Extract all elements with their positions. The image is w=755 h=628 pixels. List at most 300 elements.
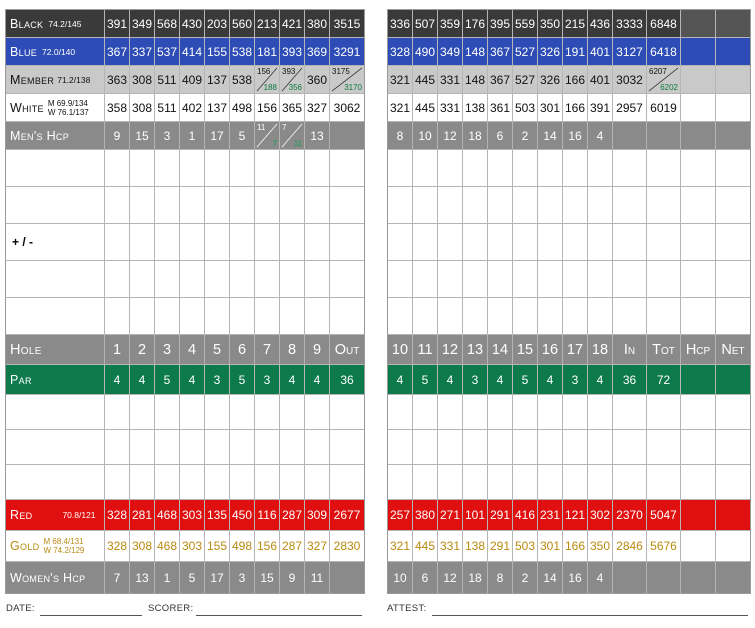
score-cell[interactable] <box>513 465 538 499</box>
score-cell[interactable] <box>180 395 205 429</box>
score-total-cell[interactable] <box>330 150 364 186</box>
score-cell[interactable] <box>205 224 230 260</box>
score-cell[interactable] <box>513 224 538 260</box>
score-cell[interactable] <box>205 261 230 297</box>
white-tee-row <box>388 94 750 122</box>
score-cell[interactable] <box>180 187 205 223</box>
score-cell[interactable] <box>280 224 305 260</box>
score-cell[interactable] <box>413 224 438 260</box>
womens-hcp-h4: 5 <box>180 562 205 593</box>
gold-tee-name: Gold <box>10 539 40 553</box>
score-cell[interactable] <box>538 465 563 499</box>
score-cell[interactable] <box>105 150 130 186</box>
score-row <box>6 465 364 500</box>
member-h17: 166 <box>563 66 588 93</box>
score-cell[interactable] <box>105 465 130 499</box>
score-cell[interactable] <box>105 395 130 429</box>
score-cell[interactable] <box>388 187 413 223</box>
score-cell[interactable] <box>230 465 255 499</box>
score-in-cell[interactable] <box>613 465 647 499</box>
score-cell[interactable] <box>305 261 330 297</box>
white-h10: 321 <box>388 94 413 121</box>
par-h17: 3 <box>563 365 588 394</box>
womens-hcp-h17: 16 <box>563 562 588 593</box>
score-cell[interactable] <box>463 261 488 297</box>
score-net-cell[interactable] <box>716 465 750 499</box>
score-cell[interactable] <box>413 261 438 297</box>
member-out-women: 3170 <box>344 83 362 92</box>
score-cell[interactable] <box>563 187 588 223</box>
score-cell[interactable] <box>538 187 563 223</box>
score-cell[interactable] <box>155 261 180 297</box>
mens-hcp-h14: 6 <box>488 122 513 149</box>
red-tee-row <box>388 500 750 531</box>
score-cell[interactable] <box>588 465 613 499</box>
mens-hcp-h8-women: 11 <box>293 139 302 148</box>
score-tot-cell[interactable] <box>647 395 681 429</box>
score-cell[interactable] <box>130 298 155 334</box>
score-cell[interactable] <box>130 224 155 260</box>
score-cell[interactable] <box>205 465 230 499</box>
score-cell[interactable] <box>538 224 563 260</box>
score-cell[interactable] <box>280 395 305 429</box>
score-cell[interactable] <box>413 465 438 499</box>
score-cell[interactable] <box>413 187 438 223</box>
member-tee-label <box>6 66 105 93</box>
score-cell[interactable] <box>205 395 230 429</box>
score-cell[interactable] <box>563 261 588 297</box>
score-cell[interactable] <box>205 187 230 223</box>
white-tee-label <box>6 94 105 121</box>
red-h7: 116 <box>255 500 280 530</box>
mens-hcp-h13: 18 <box>463 122 488 149</box>
score-cell[interactable] <box>588 261 613 297</box>
score-cell[interactable] <box>388 224 413 260</box>
black-h1: 391 <box>105 10 130 37</box>
score-cell[interactable] <box>438 187 463 223</box>
score-net-cell[interactable] <box>716 224 750 260</box>
score-cell[interactable] <box>588 150 613 186</box>
blue-tee-name: Blue <box>10 44 38 59</box>
white-h4: 402 <box>180 94 205 121</box>
score-cell[interactable] <box>513 395 538 429</box>
score-cell[interactable] <box>305 224 330 260</box>
score-cell[interactable] <box>563 150 588 186</box>
score-cell[interactable] <box>513 187 538 223</box>
red-h11: 380 <box>413 500 438 530</box>
score-cell[interactable] <box>588 395 613 429</box>
score-net-cell[interactable] <box>716 150 750 186</box>
red-h8: 287 <box>280 500 305 530</box>
gold-h3: 468 <box>155 531 180 561</box>
black-h10: 336 <box>388 10 413 37</box>
womens-hcp-label: Women's Hcp <box>6 562 105 593</box>
womens-hcp-h1: 7 <box>105 562 130 593</box>
par-h1: 4 <box>105 365 130 394</box>
member-tot-split <box>647 66 681 93</box>
score-cell[interactable] <box>488 465 513 499</box>
red-h5: 135 <box>205 500 230 530</box>
gold-h9: 327 <box>305 531 330 561</box>
score-hcp-cell[interactable] <box>681 430 716 464</box>
blue-tee-rating: 72.0/140 <box>42 46 76 57</box>
score-cell[interactable] <box>205 150 230 186</box>
gold-h16: 301 <box>538 531 563 561</box>
score-in-cell[interactable] <box>613 261 647 297</box>
par-h4: 4 <box>180 365 205 394</box>
score-cell[interactable] <box>438 224 463 260</box>
score-cell[interactable] <box>230 224 255 260</box>
score-cell[interactable] <box>588 298 613 334</box>
white-tee-ratings <box>48 99 89 117</box>
score-cell[interactable] <box>255 224 280 260</box>
score-cell[interactable] <box>488 261 513 297</box>
score-cell[interactable] <box>588 430 613 464</box>
mens-hcp-h8-men: 7 <box>282 123 287 132</box>
score-cell[interactable] <box>413 395 438 429</box>
score-total-cell[interactable] <box>330 298 364 334</box>
womens-hcp-row <box>6 562 364 593</box>
hole-16: 16 <box>538 335 563 364</box>
score-net-cell[interactable] <box>716 261 750 297</box>
blue-h16: 326 <box>538 38 563 65</box>
score-in-cell[interactable] <box>613 430 647 464</box>
score-row <box>6 298 364 335</box>
red-h10: 257 <box>388 500 413 530</box>
player-name-cell[interactable] <box>6 298 105 334</box>
score-row <box>388 150 750 187</box>
score-cell[interactable] <box>230 430 255 464</box>
score-cell[interactable] <box>388 465 413 499</box>
hole-label: Hole <box>6 335 105 364</box>
score-total-cell[interactable] <box>330 187 364 223</box>
score-total-cell[interactable] <box>330 261 364 297</box>
score-hcp-cell[interactable] <box>681 395 716 429</box>
score-cell[interactable] <box>538 430 563 464</box>
womens-hcp-h13: 18 <box>463 562 488 593</box>
score-cell[interactable] <box>538 261 563 297</box>
womens-hcp-out <box>330 562 364 593</box>
score-cell[interactable] <box>255 187 280 223</box>
score-cell[interactable] <box>413 430 438 464</box>
score-cell[interactable] <box>205 298 230 334</box>
member-h10: 321 <box>388 66 413 93</box>
score-cell[interactable] <box>180 261 205 297</box>
player-name-cell[interactable] <box>6 465 105 499</box>
score-cell[interactable] <box>130 187 155 223</box>
score-hcp-cell[interactable] <box>681 298 716 334</box>
blue-h6: 538 <box>230 38 255 65</box>
score-tot-cell[interactable] <box>647 298 681 334</box>
score-cell[interactable] <box>180 465 205 499</box>
score-tot-cell[interactable] <box>647 430 681 464</box>
white-h8: 365 <box>280 94 305 121</box>
player-name-cell[interactable] <box>6 187 105 223</box>
blue-tot: 6418 <box>647 38 681 65</box>
gold-h2: 308 <box>130 531 155 561</box>
mens-hcp-h6: 5 <box>230 122 255 149</box>
score-row <box>6 261 364 298</box>
black-out: 3515 <box>333 16 361 31</box>
score-cell[interactable] <box>280 430 305 464</box>
score-cell[interactable] <box>413 298 438 334</box>
hole-12: 12 <box>438 335 463 364</box>
player-name-cell[interactable] <box>6 430 105 464</box>
score-cell[interactable] <box>563 298 588 334</box>
score-net-cell[interactable] <box>716 187 750 223</box>
score-cell[interactable] <box>513 261 538 297</box>
mens-hcp-h7-split <box>255 122 280 149</box>
score-cell[interactable] <box>488 150 513 186</box>
score-cell[interactable] <box>255 465 280 499</box>
score-in-cell[interactable] <box>613 395 647 429</box>
gold-h5: 155 <box>205 531 230 561</box>
score-net-cell[interactable] <box>716 430 750 464</box>
score-tot-cell[interactable] <box>647 465 681 499</box>
score-cell[interactable] <box>305 298 330 334</box>
score-cell[interactable] <box>538 395 563 429</box>
score-cell[interactable] <box>438 395 463 429</box>
mens-hcp-h2: 15 <box>130 122 155 149</box>
blue-h10: 328 <box>388 38 413 65</box>
score-cell[interactable] <box>488 395 513 429</box>
score-cell[interactable] <box>180 430 205 464</box>
score-cell[interactable] <box>488 430 513 464</box>
score-cell[interactable] <box>155 150 180 186</box>
score-cell[interactable] <box>305 395 330 429</box>
score-cell[interactable] <box>255 395 280 429</box>
mens-hcp-h9: 13 <box>305 122 330 149</box>
score-cell[interactable] <box>438 298 463 334</box>
blue-h4: 414 <box>180 38 205 65</box>
score-net-cell[interactable] <box>716 395 750 429</box>
score-cell[interactable] <box>588 224 613 260</box>
score-in-cell[interactable] <box>613 298 647 334</box>
score-tot-cell[interactable] <box>647 224 681 260</box>
mens-hcp-hcp <box>681 122 716 149</box>
hole-row <box>388 335 750 365</box>
member-h15: 527 <box>513 66 538 93</box>
blue-h7: 181 <box>255 38 280 65</box>
score-cell[interactable] <box>130 465 155 499</box>
score-cell[interactable] <box>280 150 305 186</box>
score-cell[interactable] <box>130 430 155 464</box>
score-cell[interactable] <box>563 395 588 429</box>
score-cell[interactable] <box>130 150 155 186</box>
mens-hcp-net <box>716 122 750 149</box>
red-h3: 468 <box>155 500 180 530</box>
member-h3: 511 <box>155 66 180 93</box>
mens-hcp-h17: 16 <box>563 122 588 149</box>
front-nine-panel <box>5 9 365 594</box>
score-cell[interactable] <box>463 298 488 334</box>
par-h10: 4 <box>388 365 413 394</box>
score-cell[interactable] <box>180 150 205 186</box>
score-cell[interactable] <box>155 465 180 499</box>
score-cell[interactable] <box>463 465 488 499</box>
player-name-cell[interactable] <box>6 261 105 297</box>
score-cell[interactable] <box>563 465 588 499</box>
score-total-cell[interactable] <box>330 430 364 464</box>
score-cell[interactable] <box>463 187 488 223</box>
score-cell[interactable] <box>538 298 563 334</box>
score-cell[interactable] <box>438 150 463 186</box>
score-cell[interactable] <box>388 395 413 429</box>
score-cell[interactable] <box>305 187 330 223</box>
score-row <box>388 224 750 261</box>
red-tee-row <box>6 500 364 531</box>
score-cell[interactable] <box>230 150 255 186</box>
score-hcp-cell[interactable] <box>681 224 716 260</box>
par-tot: 72 <box>647 365 681 394</box>
member-h8-women: 356 <box>288 83 302 92</box>
score-cell[interactable] <box>588 187 613 223</box>
score-cell[interactable] <box>538 150 563 186</box>
scorer-line[interactable] <box>196 615 362 616</box>
hole-row <box>6 335 364 365</box>
black-h18: 436 <box>588 10 613 37</box>
score-cell[interactable] <box>305 150 330 186</box>
score-cell[interactable] <box>130 395 155 429</box>
red-h4: 303 <box>180 500 205 530</box>
score-total-cell[interactable] <box>330 465 364 499</box>
score-cell[interactable] <box>513 298 538 334</box>
score-hcp-cell[interactable] <box>681 150 716 186</box>
white-rating-women: W 76.1/137 <box>47 107 89 117</box>
black-h13: 176 <box>463 10 488 37</box>
score-cell[interactable] <box>280 261 305 297</box>
score-cell[interactable] <box>563 224 588 260</box>
womens-hcp-h12: 12 <box>438 562 463 593</box>
score-cell[interactable] <box>105 261 130 297</box>
black-h7: 213 <box>255 10 280 37</box>
score-cell[interactable] <box>105 187 130 223</box>
hole-10: 10 <box>388 335 413 364</box>
attest-line[interactable] <box>432 615 748 616</box>
score-cell[interactable] <box>513 430 538 464</box>
score-in-cell[interactable] <box>613 224 647 260</box>
score-cell[interactable] <box>488 224 513 260</box>
score-cell[interactable] <box>255 298 280 334</box>
blue-h17: 191 <box>563 38 588 65</box>
score-tot-cell[interactable] <box>647 261 681 297</box>
score-hcp-cell[interactable] <box>681 465 716 499</box>
blue-tee-label <box>6 38 105 65</box>
member-in: 3032 <box>613 66 647 93</box>
score-cell[interactable] <box>388 261 413 297</box>
womens-hcp-h6: 3 <box>230 562 255 593</box>
score-cell[interactable] <box>388 430 413 464</box>
score-cell[interactable] <box>105 430 130 464</box>
score-cell[interactable] <box>413 150 438 186</box>
score-cell[interactable] <box>130 261 155 297</box>
score-cell[interactable] <box>463 224 488 260</box>
womens-hcp-h5: 17 <box>205 562 230 593</box>
score-hcp-cell[interactable] <box>681 187 716 223</box>
member-h6: 538 <box>230 66 255 93</box>
member-h8-men: 393 <box>282 67 296 76</box>
mens-hcp-h10: 8 <box>388 122 413 149</box>
score-tot-cell[interactable] <box>647 187 681 223</box>
score-cell[interactable] <box>180 224 205 260</box>
score-cell[interactable] <box>230 298 255 334</box>
black-h12: 359 <box>438 10 463 37</box>
score-cell[interactable] <box>105 224 130 260</box>
date-line[interactable] <box>40 615 142 616</box>
white-h1: 358 <box>105 94 130 121</box>
gold-h18: 350 <box>588 531 613 561</box>
score-in-cell[interactable] <box>613 150 647 186</box>
white-hcp <box>681 94 716 121</box>
player-name-cell[interactable] <box>6 150 105 186</box>
black-tee-rating: 74.2/145 <box>48 18 82 29</box>
gold-h7: 156 <box>255 531 280 561</box>
hole-17: 17 <box>563 335 588 364</box>
score-cell[interactable] <box>155 187 180 223</box>
gold-tee-ratings <box>43 537 84 555</box>
score-cell[interactable] <box>305 430 330 464</box>
score-cell[interactable] <box>155 224 180 260</box>
score-net-cell[interactable] <box>716 298 750 334</box>
score-cell[interactable] <box>305 465 330 499</box>
gold-h1: 328 <box>105 531 130 561</box>
score-in-cell[interactable] <box>613 187 647 223</box>
red-in: 2370 <box>613 500 647 530</box>
score-total-cell[interactable] <box>330 395 364 429</box>
score-cell[interactable] <box>155 430 180 464</box>
score-cell[interactable] <box>438 465 463 499</box>
score-cell[interactable] <box>463 150 488 186</box>
score-cell[interactable] <box>230 187 255 223</box>
red-h1: 328 <box>105 500 130 530</box>
score-cell[interactable] <box>255 150 280 186</box>
score-cell[interactable] <box>105 298 130 334</box>
gold-h6: 498 <box>230 531 255 561</box>
score-cell[interactable] <box>180 298 205 334</box>
score-cell[interactable] <box>205 430 230 464</box>
black-h2: 349 <box>130 10 155 37</box>
score-cell[interactable] <box>230 261 255 297</box>
score-cell[interactable] <box>255 430 280 464</box>
red-tee-name: Red <box>10 508 33 522</box>
member-tee-row <box>6 66 364 94</box>
score-cell[interactable] <box>488 298 513 334</box>
score-hcp-cell[interactable] <box>681 261 716 297</box>
score-cell[interactable] <box>563 430 588 464</box>
player-name-cell[interactable] <box>6 395 105 429</box>
score-cell[interactable] <box>463 395 488 429</box>
score-cell[interactable] <box>438 261 463 297</box>
score-cell[interactable] <box>513 150 538 186</box>
score-total-cell[interactable] <box>330 224 364 260</box>
gold-tee-row <box>6 531 364 562</box>
score-tot-cell[interactable] <box>647 150 681 186</box>
score-cell[interactable] <box>280 187 305 223</box>
score-cell[interactable] <box>488 187 513 223</box>
gold-h17: 166 <box>563 531 588 561</box>
score-cell[interactable] <box>438 430 463 464</box>
score-cell[interactable] <box>155 298 180 334</box>
score-cell[interactable] <box>280 298 305 334</box>
score-cell[interactable] <box>255 261 280 297</box>
gold-h10: 321 <box>388 531 413 561</box>
score-cell[interactable] <box>155 395 180 429</box>
score-cell[interactable] <box>463 430 488 464</box>
score-cell[interactable] <box>280 465 305 499</box>
score-cell[interactable] <box>230 395 255 429</box>
score-cell[interactable] <box>388 150 413 186</box>
score-cell[interactable] <box>388 298 413 334</box>
